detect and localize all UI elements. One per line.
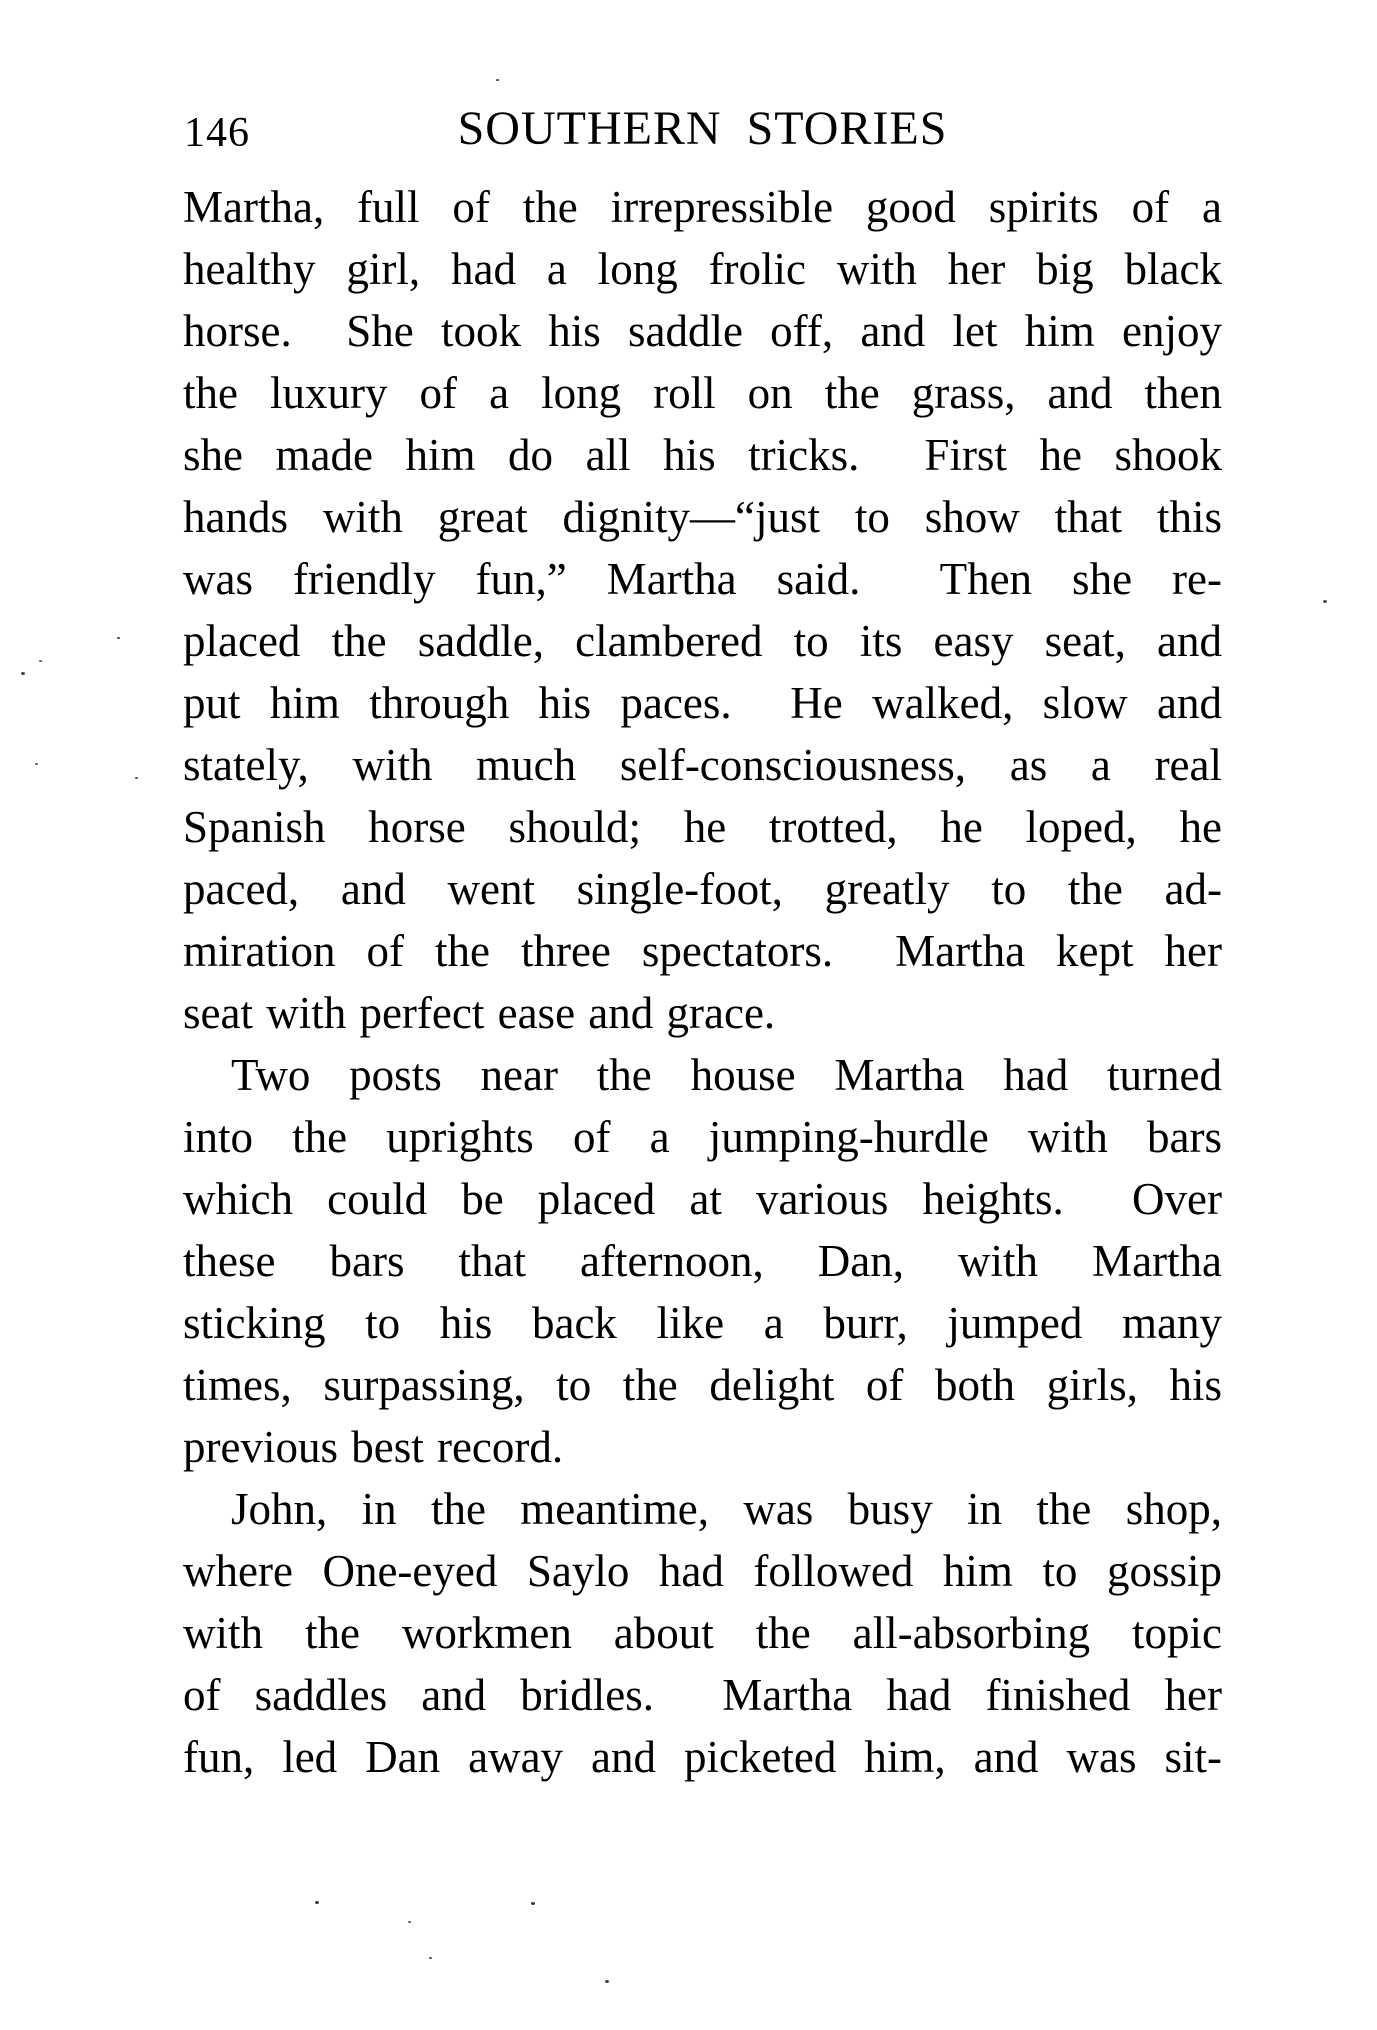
running-title: SOUTHERN STORIES xyxy=(457,102,948,155)
text-line: hands with great dignity—“just to show that this xyxy=(183,492,1222,542)
scan-speck xyxy=(21,672,25,675)
text-line: Spanish horse should; he trotted, he loped, he xyxy=(183,802,1222,852)
scan-speck xyxy=(408,1921,411,1923)
text-line: fun, led Dan away and picketed him, and was sit- xyxy=(183,1732,1222,1782)
text-line: into the uprights of a jumping-hurdle with bars xyxy=(183,1112,1222,1162)
scan-speck xyxy=(35,763,38,765)
text-line: Martha, full of the irrepressible good spirits of a xyxy=(183,182,1222,232)
text-line: paced, and went single-foot, greatly to the ad- xyxy=(183,864,1222,914)
text-line: she made him do all his tricks. First he shook xyxy=(183,430,1222,480)
text-line: horse. She took his saddle off, and let him enjoy xyxy=(183,306,1222,356)
text-line: seat with perfect ease and grace. xyxy=(183,988,776,1038)
text-line: John, in the meantime, was busy in the shop, xyxy=(231,1484,1222,1534)
text-line: Two posts near the house Martha had turned xyxy=(231,1050,1222,1100)
text-line: the luxury of a long roll on the grass, and then xyxy=(183,368,1222,418)
text-line: stately, with much self-consciousness, as a real xyxy=(183,740,1222,790)
scan-speck xyxy=(605,1980,609,1983)
text-line: put him through his paces. He walked, slow and xyxy=(183,678,1222,728)
text-line: previous best record. xyxy=(183,1422,564,1472)
scan-speck xyxy=(429,1957,432,1959)
text-line: times, surpassing, to the delight of both girls, his xyxy=(183,1360,1222,1410)
text-line: of saddles and bridles. Martha had finished her xyxy=(183,1670,1222,1720)
text-line: was friendly fun,” Martha said. Then she re- xyxy=(183,554,1222,604)
text-line: with the workmen about the all-absorbing topic xyxy=(183,1608,1222,1658)
scan-speck xyxy=(531,1902,535,1905)
scan-speck xyxy=(39,660,42,662)
scan-speck xyxy=(135,777,138,779)
text-line: placed the saddle, clambered to its easy seat, and xyxy=(183,616,1222,666)
scan-speck xyxy=(1323,600,1327,603)
text-line: healthy girl, had a long frolic with her big black xyxy=(183,244,1222,294)
text-line: sticking to his back like a burr, jumped many xyxy=(183,1298,1222,1348)
scan-speck xyxy=(496,79,499,81)
text-line: which could be placed at various heights. Over xyxy=(183,1174,1222,1224)
body-text xyxy=(183,176,1222,1788)
text-line: where One-eyed Saylo had followed him to gossip xyxy=(183,1546,1222,1596)
text-line: miration of the three spectators. Martha kept her xyxy=(183,926,1222,976)
page-number: 146 xyxy=(184,110,250,156)
text-line: these bars that afternoon, Dan, with Martha xyxy=(183,1236,1222,1286)
scan-speck xyxy=(315,1901,319,1904)
scan-speck xyxy=(117,637,120,639)
